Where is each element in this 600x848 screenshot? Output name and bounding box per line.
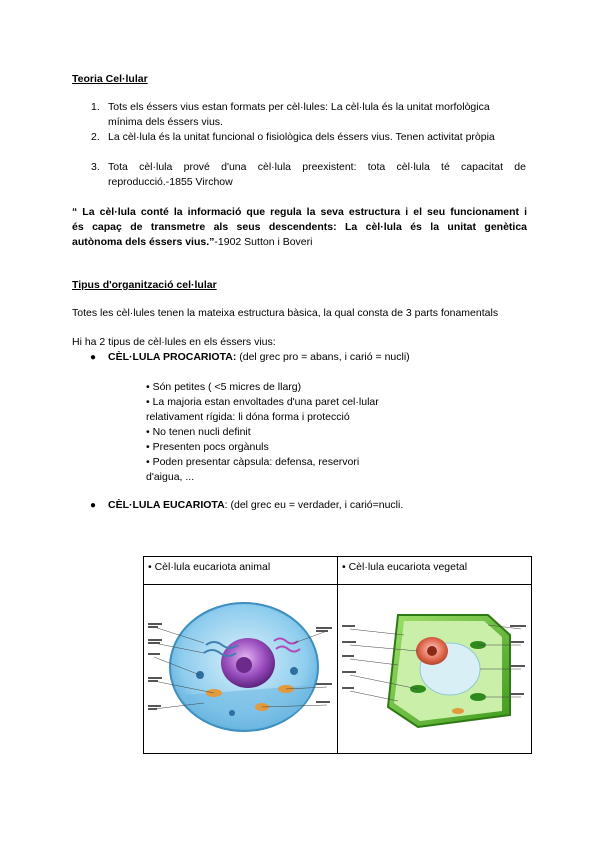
list-item-text: Tots els éssers vius estan formats per cèl·lules: La cèl·lula és la unitat morfològica xyxy=(108,101,490,113)
list-number: 1. xyxy=(91,101,100,113)
prokaryote-feature: • No tenen nucli definit xyxy=(146,426,251,438)
quote-attribution: -1902 Sutton i Boveri xyxy=(214,236,313,248)
section-title-cell-theory: Teoria Cel·lular xyxy=(72,73,148,85)
list-item-text: La cèl·lula és la unitat funcional o fisiològica dels éssers vius. Tenen activitat pròpia xyxy=(108,131,495,143)
bullet-dot: ● xyxy=(90,500,97,511)
list-item-text: mínima dels éssers vius. xyxy=(108,116,223,128)
plant-cell-header: • Cèl·lula eucariota vegetal xyxy=(338,557,532,585)
quote-line: “ La cèl·lula conté la informació que regula la seva estructura i el seu funcionament i xyxy=(72,206,527,218)
intro-paragraph: Totes les cèl·lules tenen la mateixa estructura bàsica, la qual consta de 3 parts fonamentals xyxy=(72,307,499,319)
plant-cell-illustration xyxy=(338,585,531,748)
prokaryote-feature: d'aigua, ... xyxy=(146,471,195,483)
quote-line: és capaç de transmetre als seus descendents: La cèl·lula és la unitat genètica xyxy=(72,221,527,233)
prokaryote-desc: (del grec pro = abans, i carió = nucli) xyxy=(236,351,410,363)
quote-text: autònoma dels éssers vius.” xyxy=(72,236,215,248)
list-number: 2. xyxy=(91,131,100,143)
section-title-organization: Tipus d'organització cel·lular xyxy=(72,279,217,291)
prokaryote-feature: • Poden presentar càpsula: defensa, reservori xyxy=(146,456,360,468)
prokaryote-feature: • Són petites ( <5 micres de llarg) xyxy=(146,381,302,393)
animal-cell-image-cell xyxy=(144,585,338,754)
eukaryote-desc: : (del grec eu = verdader, i carió=nucli. xyxy=(224,499,404,511)
bullet-dot: ● xyxy=(90,352,97,363)
list-item-text: reproducció.-1855 Virchow xyxy=(108,176,233,188)
prokaryote-label: CÈL·LULA PROCARIOTA: xyxy=(108,351,237,363)
prokaryote-feature: relativament rígida: li dóna forma i protecció xyxy=(146,411,350,423)
types-intro: Hi ha 2 tipus de cèl·lules en els éssers vius: xyxy=(72,336,276,348)
quote-line xyxy=(72,235,312,250)
list-number: 3. xyxy=(91,161,100,173)
prokaryote-feature: • Presenten pocs orgànuls xyxy=(146,441,269,453)
plant-cell-image-cell xyxy=(338,585,532,754)
prokaryote-heading xyxy=(108,350,410,365)
list-item-text: Tota cèl·lula prové d'una cèl·lula preexistent: tota cèl·lula té capacitat de xyxy=(108,161,526,173)
animal-cell-header: • Cèl·lula eucariota animal xyxy=(144,557,338,585)
cell-types-table xyxy=(143,556,532,754)
eukaryote-label: CÈL·LULA EUCARIOTA xyxy=(108,499,225,511)
animal-cell-illustration xyxy=(144,585,337,748)
prokaryote-feature: • La majoria estan envoltades d'una paret cel·lular xyxy=(146,396,379,408)
eukaryote-heading xyxy=(108,498,403,513)
